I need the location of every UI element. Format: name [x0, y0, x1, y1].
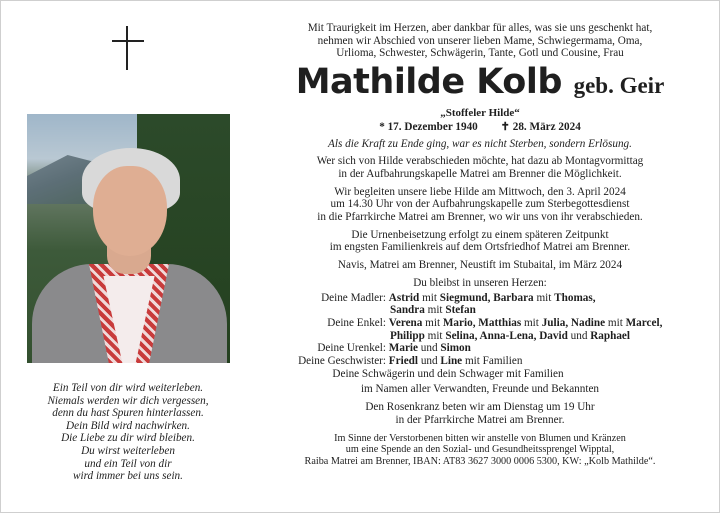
- family-label: Deine Geschwister:: [298, 355, 386, 368]
- funeral-line: um 14.30 Uhr von der Aufbahrungskapelle zum Sterbegottesdienst: [330, 198, 630, 211]
- family-member: Philipp: [390, 329, 425, 342]
- family-member: Raphael: [590, 329, 630, 342]
- life-dates: [262, 121, 698, 134]
- family-connector: mit: [422, 291, 437, 304]
- donation-note: [262, 433, 698, 468]
- family-connector: mit: [425, 316, 441, 329]
- rosary-line: Den Rosenkranz beten wir am Dienstag um 19 Uhr: [365, 401, 595, 414]
- family-row-madler: [262, 292, 698, 305]
- family-member: Line: [440, 355, 463, 368]
- family-label: Deine Enkel:: [327, 316, 386, 329]
- name-text: Mathilde Kolb: [295, 62, 562, 103]
- family-member: Mario, Matthias: [442, 316, 522, 329]
- intro-line: Urlioma, Schwester, Schwägerin, Tante, Gotl und Cousine, Frau: [336, 47, 624, 60]
- poem-line: und ein Teil von dir: [84, 457, 172, 470]
- poem-line: Die Liebe zu dir wird bleiben.: [61, 432, 195, 445]
- family-connector: mit: [427, 329, 443, 342]
- maiden-name: geb. Geir: [573, 73, 665, 99]
- birth-date: * 17. Dezember 1940: [379, 120, 478, 133]
- family-member: Verena: [388, 316, 423, 329]
- family-label: Deine Urenkel:: [317, 342, 386, 355]
- death-date: ✝ 28. März 2024: [500, 120, 581, 133]
- family-connector: und: [420, 342, 438, 355]
- family-member: Thomas,: [554, 291, 596, 304]
- poem-line: denn du hast Spuren hinterlassen.: [52, 407, 204, 420]
- family-connector: mit Familien: [464, 355, 523, 368]
- poem-line: Dein Bild wird nachwirken.: [66, 419, 190, 432]
- family-connector: und: [570, 329, 588, 342]
- quote: Als die Kraft zu Ende ging, war es nicht Sterben, sondern Erlösung.: [328, 137, 632, 150]
- portrait-photo: [27, 114, 230, 363]
- family-label: Deine Madler:: [321, 291, 386, 304]
- family-connector: mit: [427, 304, 443, 317]
- family-row-urenkel: [262, 342, 698, 355]
- funeral-line: in die Pfarrkirche Matrei am Brenner, wo wir uns von ihr verabschieden.: [317, 211, 643, 224]
- poem: [22, 382, 234, 483]
- viewing-line: Wer sich von Hilde verabschieden möchte, hat dazu ab Montagvormittag: [316, 155, 644, 168]
- relatives-line: im Namen aller Verwandten, Freunde und Bekannten: [360, 383, 600, 396]
- family-member: Stefan: [445, 304, 476, 317]
- nickname: „Stoffeler Hilde“: [440, 107, 520, 120]
- schwaeger-line: Deine Schwägerin und dein Schwager mit Familien: [332, 367, 564, 380]
- family-list: [262, 292, 698, 368]
- family-row-enkel: [262, 317, 698, 330]
- notice-text: [262, 22, 698, 468]
- intro-line: Mit Traurigkeit im Herzen, aber dankbar für alles, was sie uns geschenkt hat,: [307, 22, 653, 34]
- burial-line: im engsten Familienkreis auf dem Ortsfriedhof Matrei am Brenner.: [329, 241, 631, 254]
- heart-line: Du bleibst in unseren Herzen:: [413, 276, 547, 289]
- poem-line: Niemals werden wir dich vergessen,: [47, 394, 209, 407]
- family-member: Simon: [440, 342, 471, 355]
- family-member: Friedl: [388, 355, 419, 368]
- family-member: Julia, Nadine: [541, 316, 606, 329]
- cross-icon: [112, 26, 144, 70]
- deceased-name: [262, 62, 698, 106]
- donation-line: Im Sinne der Verstorbenen bitten wir anstelle von Blumen und Kränzen: [334, 432, 626, 444]
- burial-line: Die Urnenbeisetzung erfolgt zu einem späteren Zeitpunkt: [351, 228, 609, 241]
- family-connector: und: [420, 355, 438, 368]
- poem-line: wird immer bei uns sein.: [73, 470, 183, 483]
- donation-line: Raiba Matrei am Brenner, IBAN: AT83 3627 3000 0006 5300, KW: „Kolb Mathilde“.: [304, 456, 656, 468]
- family-member: Siegmund, Barbara: [439, 291, 534, 304]
- family-member: Sandra: [390, 304, 425, 317]
- place-date: Navis, Matrei am Brenner, Neustift im Stubaital, im März 2024: [337, 259, 623, 272]
- donation-line: um eine Spende an den Sozial- und Gesundheitssprengel Wipptal,: [345, 444, 615, 456]
- viewing-line: in der Aufbahrungskapelle Matrei am Brenner die Möglichkeit.: [338, 167, 622, 180]
- family-member: Selina, Anna-Lena, David: [445, 329, 568, 342]
- family-connector: mit: [607, 316, 623, 329]
- family-row-geschwister: [262, 355, 698, 368]
- family-member: Astrid: [388, 291, 420, 304]
- family-member: Marie: [388, 342, 418, 355]
- intro-line: nehmen wir Abschied von unserer lieben Mame, Schwiegermama, Oma,: [317, 34, 643, 47]
- poem-line: Du wirst weiterleben: [81, 444, 175, 457]
- family-connector: mit: [536, 291, 552, 304]
- family-member: Marcel,: [625, 316, 663, 329]
- poem-line: Ein Teil von dir wird weiterleben.: [52, 382, 204, 394]
- family-connector: mit: [523, 316, 539, 329]
- rosary-line: in der Pfarrkirche Matrei am Brenner.: [395, 413, 565, 426]
- family-row-madler-cont: [262, 304, 698, 317]
- funeral-line: Wir begleiten unsere liebe Hilde am Mittwoch, den 3. April 2024: [334, 185, 626, 198]
- family-row-enkel-cont: [262, 330, 698, 343]
